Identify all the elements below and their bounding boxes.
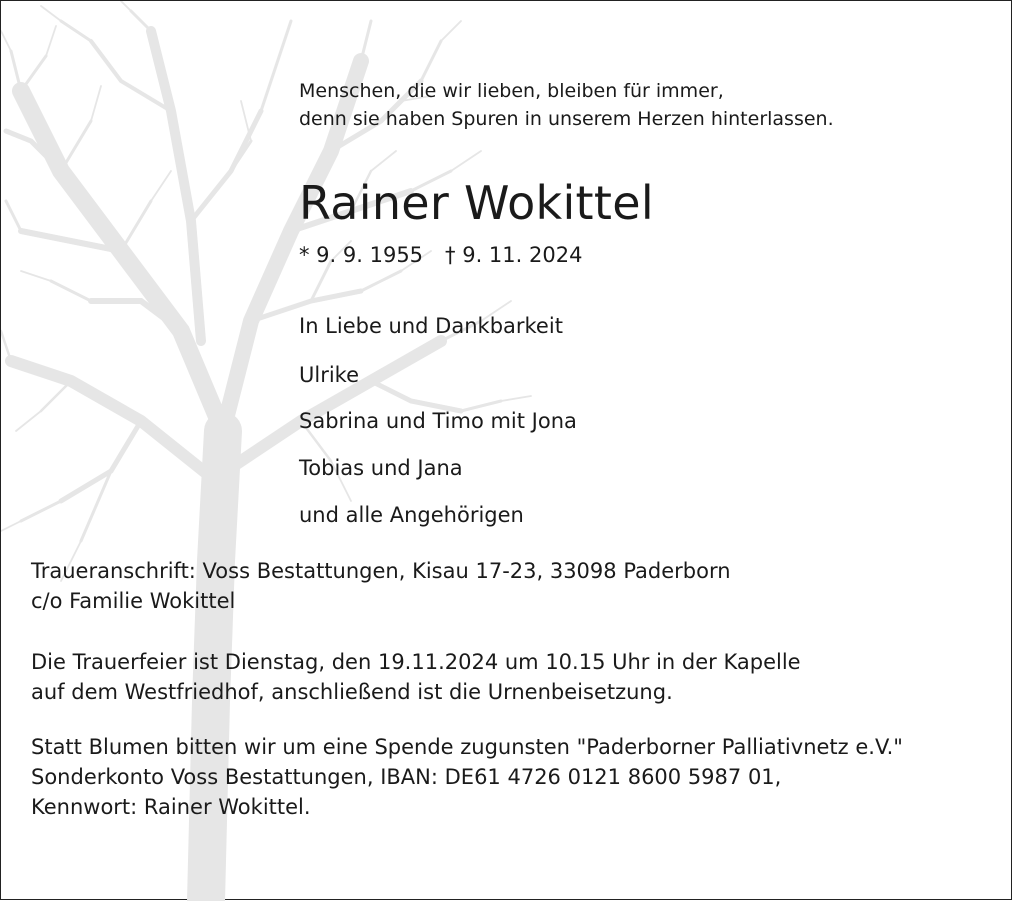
death-date: † 9. 11. 2024 bbox=[445, 243, 583, 267]
mourning-intro: In Liebe und Dankbarkeit bbox=[299, 314, 563, 338]
memorial-quote bbox=[299, 77, 834, 133]
funeral-info bbox=[31, 647, 801, 707]
funeral-line: auf dem Westfriedhof, anschließend ist die Urnenbeisetzung. bbox=[31, 680, 673, 704]
family-member: Sabrina und Timo mit Jona bbox=[299, 409, 577, 433]
donation-line: Statt Blumen bitten wir um eine Spende zugunsten "Paderborner Palliativnetz e.V." bbox=[31, 735, 903, 759]
birth-date: * 9. 9. 1955 bbox=[299, 243, 424, 267]
family-member: Ulrike bbox=[299, 363, 360, 387]
family-member: Tobias und Jana bbox=[299, 456, 463, 480]
quote-line: Menschen, die wir lieben, bleiben für immer, bbox=[299, 80, 724, 102]
life-dates bbox=[299, 243, 582, 267]
address-line: c/o Familie Wokittel bbox=[31, 589, 236, 613]
quote-line: denn sie haben Spuren in unserem Herzen hinterlassen. bbox=[299, 108, 834, 130]
donation-line: Kennwort: Rainer Wokittel. bbox=[31, 795, 311, 819]
mourning-address bbox=[31, 556, 731, 616]
address-line: Traueranschrift: Voss Bestattungen, Kisau 17-23, 33098 Paderborn bbox=[31, 559, 731, 583]
donation-line: Sonderkonto Voss Bestattungen, IBAN: DE61 4726 0121 8600 5987 01, bbox=[31, 765, 782, 789]
donation-info bbox=[31, 732, 903, 822]
family-member: und alle Angehörigen bbox=[299, 503, 524, 527]
deceased-name: Rainer Wokittel bbox=[299, 176, 654, 230]
funeral-line: Die Trauerfeier ist Dienstag, den 19.11.2024 um 10.15 Uhr in der Kapelle bbox=[31, 650, 801, 674]
